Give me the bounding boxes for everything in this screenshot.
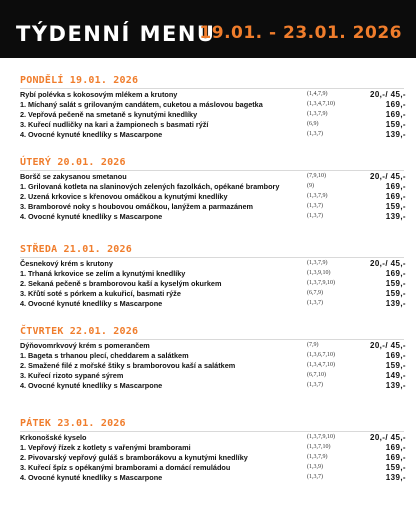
- dish-number: 3.: [20, 120, 27, 129]
- dish-name: Ovocné kynuté knedlíky s Mascarpone: [28, 212, 163, 221]
- price: 159,-: [385, 463, 406, 472]
- price: 159,-: [385, 289, 406, 298]
- dish-number: 2.: [20, 279, 27, 288]
- dish-number: 4.: [20, 299, 27, 308]
- allergens: (7,9): [307, 342, 319, 348]
- allergens: (1,3,7): [307, 382, 323, 388]
- dish-number: 1.: [20, 351, 27, 360]
- price: 159,-: [385, 202, 406, 211]
- price: 169,-: [385, 453, 406, 462]
- dish-number: 2.: [20, 453, 27, 462]
- price: 169,-: [385, 100, 406, 109]
- dish-name: Boršč se zakysanou smetanou: [20, 172, 127, 181]
- dish-row: [20, 380, 406, 391]
- allergens: (6,9): [307, 121, 319, 127]
- price: 139,-: [385, 473, 406, 482]
- dish-name: Rybí polévka s kokosovým mlékem a krutony: [20, 90, 178, 99]
- dish-name: Pivovarský vepřový guláš s bramborákovu a kynutými knedlíky: [28, 453, 248, 462]
- allergens: (1,3,9): [307, 464, 323, 470]
- dish-row: [20, 472, 406, 483]
- price: 169,-: [385, 110, 406, 119]
- dish-name: Kuřecí špíz s opékanými bramborami a domácí remuládou: [28, 463, 231, 472]
- dish-name: Kuřecí rizoto sypané sýrem: [28, 371, 124, 380]
- dish-number: 3.: [20, 202, 27, 211]
- dish-number: 4.: [20, 212, 27, 221]
- price: 169,-: [385, 192, 406, 201]
- dish-name: Bramborové noky s houbovou omáčkou, lanýžem a parmazánem: [28, 202, 254, 211]
- dish-row: [20, 298, 406, 309]
- dish-number: 1.: [20, 100, 27, 109]
- allergens: (1,3,4,7,10): [307, 101, 335, 107]
- menu-title: TÝDENNÍ MENU: [16, 22, 216, 46]
- dish-name: Ovocné kynuté knedlíky s Mascarpone: [28, 473, 163, 482]
- price: 20,-/ 45,-: [369, 259, 406, 268]
- price: 139,-: [385, 130, 406, 139]
- price: 139,-: [385, 299, 406, 308]
- allergens: (1,3,7,9,10): [307, 434, 335, 440]
- dish-name: Ovocné kynuté knedlíky s Mascarpone: [28, 381, 163, 390]
- dish-number: 2.: [20, 192, 27, 201]
- dish-name: Vepřová pečeně na smetaně s kynutými knedlíky: [28, 110, 198, 119]
- price: 159,-: [385, 120, 406, 129]
- allergens: (7,9,10): [307, 173, 326, 179]
- allergens: (1,3,7): [307, 203, 323, 209]
- dish-number: 1.: [20, 269, 27, 278]
- allergens: (1,3,7,9,10): [307, 280, 335, 286]
- allergens: (1,3,9,10): [307, 270, 331, 276]
- dish-name: Krkonošské kyselo: [20, 433, 87, 442]
- price: 20,-/ 45,-: [369, 172, 406, 181]
- dish-name: Ovocné kynuté knedlíky s Mascarpone: [28, 299, 163, 308]
- dish-number: 2.: [20, 361, 27, 370]
- allergens: (1,3,6,7,10): [307, 352, 335, 358]
- allergens: (1,3,7): [307, 131, 323, 137]
- allergens: (1,3,7,9): [307, 193, 328, 199]
- dish-name: Vepřový řízek z kotlety s vařenými bramborami: [28, 443, 191, 452]
- price: 20,-/ 45,-: [369, 433, 406, 442]
- price: 159,-: [385, 279, 406, 288]
- price: 169,-: [385, 351, 406, 360]
- price: 20,-/ 45,-: [369, 341, 406, 350]
- dish-name: Sekaná pečeně s bramborovou kaší a kyselým okurkem: [28, 279, 222, 288]
- day-title: ČTVRTEK 22.01. 2026: [20, 326, 139, 337]
- day-title: PONDĚLÍ 19.01. 2026: [20, 75, 139, 86]
- allergens: (1,3,4,7,10): [307, 362, 335, 368]
- dish-number: 4.: [20, 381, 27, 390]
- dish-name: Míchaný salát s grilovaným candátem, cuketou a máslovou bagetka: [28, 100, 263, 109]
- day-title: PÁTEK 23.01. 2026: [20, 418, 126, 429]
- price: 169,-: [385, 269, 406, 278]
- allergens: (1,3,7,9): [307, 260, 328, 266]
- price: 169,-: [385, 182, 406, 191]
- allergens: (1,4,7,9): [307, 91, 328, 97]
- dish-number: 3.: [20, 289, 27, 298]
- dish-number: 1.: [20, 182, 27, 191]
- price: 169,-: [385, 443, 406, 452]
- allergens: (6,7,10): [307, 372, 326, 378]
- dish-number: 4.: [20, 130, 27, 139]
- price: 139,-: [385, 381, 406, 390]
- dish-name: Uzená krkovice s křenovou omáčkou a kynutými knedlíky: [28, 192, 228, 201]
- dish-name: Smažené filé z mořské štiky s bramborovou kaší a salátkem: [28, 361, 236, 370]
- allergens: (1,3,7,10): [307, 444, 331, 450]
- allergens: (1,3,7): [307, 213, 323, 219]
- allergens: (6,7,9): [307, 290, 323, 296]
- menu-date-range: 19.01. - 23.01. 2026: [199, 23, 402, 43]
- allergens: (1,3,7,9): [307, 454, 328, 460]
- dish-row: [20, 211, 406, 222]
- dish-row: [20, 129, 406, 140]
- menu-header: [0, 0, 416, 58]
- allergens: (1,3,7,9): [307, 111, 328, 117]
- price: 139,-: [385, 212, 406, 221]
- allergens: (1,3,7): [307, 474, 323, 480]
- price: 159,-: [385, 361, 406, 370]
- allergens: (1,3,7): [307, 300, 323, 306]
- dish-number: 4.: [20, 473, 27, 482]
- dish-name: Křůtí soté s pórkem a kukuřicí, basmati rýže: [28, 289, 181, 298]
- dish-name: Kuřecí nudličky na kari a žampionech s basmati rýží: [28, 120, 209, 129]
- dish-name: Dýňovomrkvový krém s pomerančem: [20, 341, 150, 350]
- price: 149,-: [385, 371, 406, 380]
- dish-number: 2.: [20, 110, 27, 119]
- dish-name: Česnekový krém s krutony: [20, 259, 113, 268]
- price: 20,-/ 45,-: [369, 90, 406, 99]
- allergens: (9): [307, 183, 314, 189]
- dish-number: 1.: [20, 443, 27, 452]
- dish-number: 3.: [20, 371, 27, 380]
- dish-name: Trhaná krkovice se zelím a kynutými knedlíky: [28, 269, 186, 278]
- dish-name: Grilovaná kotleta na slaninových zelených fazolkách, opékané brambory: [28, 182, 280, 191]
- dish-name: Ovocné kynuté knedlíky s Mascarpone: [28, 130, 163, 139]
- day-title: STŘEDA 21.01. 2026: [20, 244, 132, 255]
- dish-name: Bageta s trhanou plecí, cheddarem a salátkem: [28, 351, 189, 360]
- day-title: ÚTERÝ 20.01. 2026: [20, 157, 126, 168]
- dish-number: 3.: [20, 463, 27, 472]
